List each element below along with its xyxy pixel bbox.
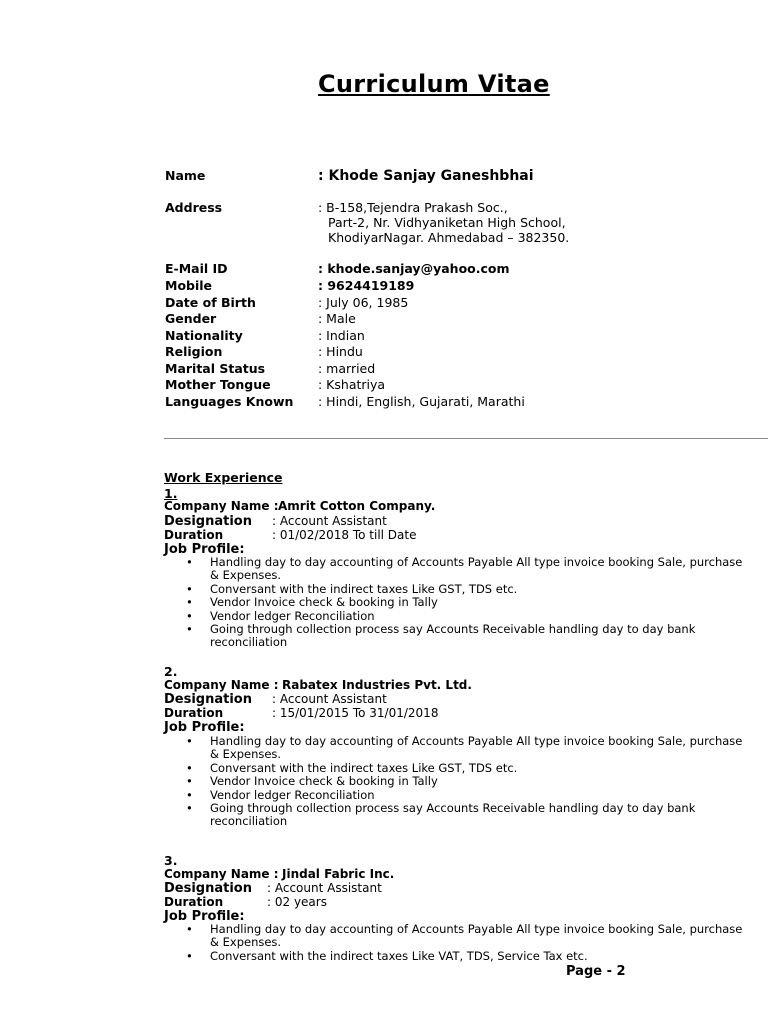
list-item-text: Going through collection process say Accounts Receivable handling day to day bank reconciliation xyxy=(210,622,696,650)
list-item xyxy=(186,923,746,950)
list-item xyxy=(186,610,746,623)
job-profile-label: Job Profile: xyxy=(164,542,245,557)
company-line xyxy=(164,867,395,881)
job-number: 3. xyxy=(164,853,178,868)
company-label: Company Name : xyxy=(164,867,279,881)
document-title: Curriculum Vitae xyxy=(318,70,550,98)
duration-label: Duration xyxy=(164,706,224,720)
list-item-text: Handling day to day accounting of Accounts Payable All type invoice booking Sale, purchase & Expenses. xyxy=(210,922,743,950)
list-item xyxy=(186,802,746,829)
job-profile-label: Job Profile: xyxy=(164,720,245,735)
address-label: Address xyxy=(165,200,223,215)
list-item-text: Handling day to day accounting of Accounts Payable All type invoice booking Sale, purchase & Expenses. xyxy=(210,555,743,583)
job-profile-list xyxy=(186,556,746,650)
list-item xyxy=(186,583,746,596)
nationality-label: Nationality xyxy=(165,328,243,343)
bullet-icon: • xyxy=(186,922,193,936)
mobile-label: Mobile xyxy=(165,278,213,293)
list-item xyxy=(186,596,746,609)
page-number: Page - 2 xyxy=(566,964,626,979)
dob-label: Date of Birth xyxy=(165,295,256,310)
job-profile-list xyxy=(186,735,746,829)
duration-label: Duration xyxy=(164,895,224,909)
bullet-icon: • xyxy=(186,622,193,637)
list-item xyxy=(186,556,746,583)
bullet-icon: • xyxy=(186,608,193,623)
dob-value: : July 06, 1985 xyxy=(318,295,409,310)
list-item xyxy=(186,950,746,963)
designation-label: Designation xyxy=(164,881,252,896)
designation-value: : Account Assistant xyxy=(267,881,382,895)
bullet-icon: • xyxy=(186,760,193,775)
designation-label: Designation xyxy=(164,514,252,529)
gender-label: Gender xyxy=(165,311,217,326)
bullet-icon: • xyxy=(186,734,193,748)
religion-value: : Hindu xyxy=(318,344,363,359)
tongue-label: Mother Tongue xyxy=(165,377,271,392)
job-number: 1. xyxy=(164,486,178,501)
address-line: Part-2, Nr. Vidhyaniketan High School, xyxy=(328,215,566,230)
duration-value: : 15/01/2015 To 31/01/2018 xyxy=(272,706,439,720)
list-item-text: Conversant with the indirect taxes Like GST, TDS etc. xyxy=(210,581,518,596)
designation-value: : Account Assistant xyxy=(272,514,387,528)
list-item xyxy=(186,789,746,802)
bullet-icon: • xyxy=(186,774,193,789)
tongue-value: : Kshatriya xyxy=(318,377,386,392)
bullet-icon: • xyxy=(186,595,193,610)
list-item-text: Going through collection process say Accounts Receivable handling day to day bank reconciliation xyxy=(210,801,696,829)
bullet-icon: • xyxy=(186,801,193,816)
duration-value: : 01/02/2018 To till Date xyxy=(272,528,417,542)
company-label: Company Name : xyxy=(164,678,279,692)
list-item xyxy=(186,762,746,775)
company-line xyxy=(164,678,472,692)
email-label: E-Mail ID xyxy=(165,261,228,276)
marital-value: : married xyxy=(318,361,376,376)
list-item xyxy=(186,623,746,650)
duration-value: : 02 years xyxy=(267,895,327,909)
job-profile-label: Job Profile: xyxy=(164,909,245,924)
list-item xyxy=(186,775,746,788)
duration-line xyxy=(164,706,439,720)
company-name: Amrit Cotton Company. xyxy=(278,499,436,513)
company-name: Rabatex Industries Pvt. Ltd. xyxy=(282,678,472,692)
designation-label: Designation xyxy=(164,692,252,707)
designation-line xyxy=(164,881,382,896)
duration-line xyxy=(164,528,417,542)
marital-label: Marital Status xyxy=(165,361,266,376)
duration-label: Duration xyxy=(164,528,224,542)
address-line: KhodiyarNagar. Ahmedabad – 382350. xyxy=(328,230,570,245)
list-item-text: Vendor Invoice check & booking in Tally xyxy=(210,595,438,610)
gender-value: : Male xyxy=(318,311,356,326)
address-line: : B-158,Tejendra Prakash Soc., xyxy=(318,200,508,215)
mobile-value: : 9624419189 xyxy=(318,278,415,293)
bullet-icon: • xyxy=(186,787,193,802)
name-label: Name xyxy=(165,168,206,183)
languages-value: : Hindi, English, Gujarati, Marathi xyxy=(318,394,525,409)
duration-line xyxy=(164,895,327,909)
list-item-text: Vendor ledger Reconciliation xyxy=(210,787,375,802)
designation-line xyxy=(164,692,387,707)
religion-label: Religion xyxy=(165,344,223,359)
list-item-text: Vendor ledger Reconciliation xyxy=(210,608,375,623)
languages-label: Languages Known xyxy=(165,394,294,409)
job-number: 2. xyxy=(164,664,178,679)
designation-value: : Account Assistant xyxy=(272,692,387,706)
name-value: : Khode Sanjay Ganeshbhai xyxy=(318,168,534,184)
work-experience-heading: Work Experience xyxy=(164,470,283,485)
section-divider xyxy=(164,438,768,439)
bullet-icon: • xyxy=(186,948,193,963)
nationality-value: : Indian xyxy=(318,328,365,343)
email-value: : khode.sanjay@yahoo.com xyxy=(318,261,510,276)
list-item xyxy=(186,735,746,762)
list-item-text: Handling day to day accounting of Accounts Payable All type invoice booking Sale, purchase & Expenses. xyxy=(210,734,743,762)
list-item-text: Conversant with the indirect taxes Like GST, TDS etc. xyxy=(210,760,518,775)
list-item-text: Conversant with the indirect taxes Like VAT, TDS, Service Tax etc. xyxy=(210,948,588,963)
company-label: Company Name : xyxy=(164,499,279,513)
list-item-text: Vendor Invoice check & booking in Tally xyxy=(210,774,438,789)
bullet-icon: • xyxy=(186,581,193,596)
bullet-icon: • xyxy=(186,555,193,569)
job-profile-list xyxy=(186,923,746,963)
company-name: Jindal Fabric Inc. xyxy=(282,867,395,881)
company-line xyxy=(164,499,436,513)
designation-line xyxy=(164,514,387,529)
